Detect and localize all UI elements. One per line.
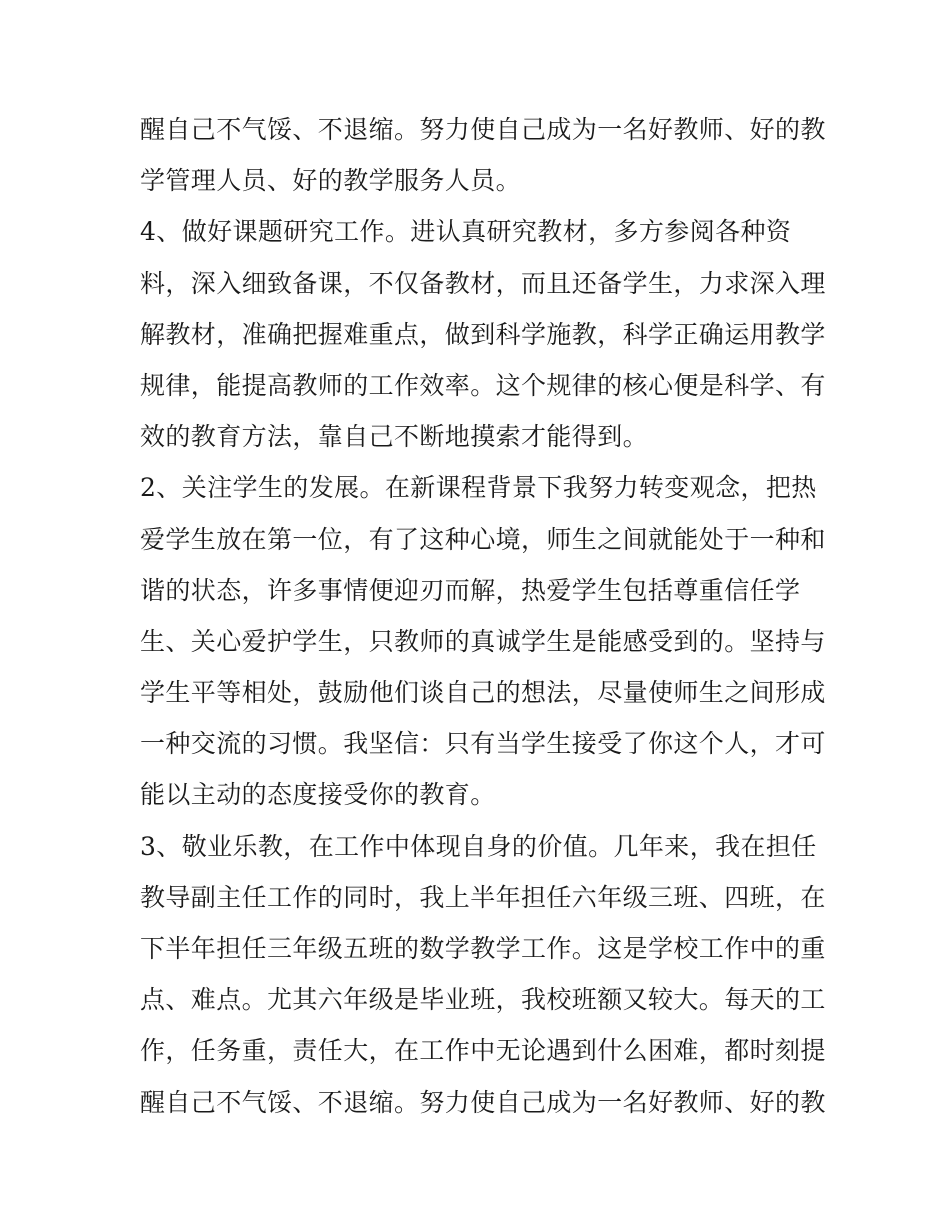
text-line: 醒自己不气馁、不退缩。努力使自己成为一名好教师、好的教 [140,115,826,144]
text-line: 生、关心爱护学生，只教师的真诚学生是能感受到的。坚持与 [140,626,826,656]
text-line: 4、做好课题研究工作。进认真研究教材，多方参阅各种资 [140,217,792,247]
text-line: 醒自己不气馁、不退缩。努力使自己成为一名好教师、好的教 [140,1087,826,1117]
text-line: 料，深入细致备课，不仅备教材，而且还备学生，力求深入理 [140,268,826,298]
text-line: 效的教育方法，靠自己不断地摸索才能得到。 [140,422,649,452]
text-line: 学管理人员、好的教学服务人员。 [140,166,522,196]
text-line: 能以主动的态度接受你的教育。 [140,780,496,810]
text-line: 2、关注学生的发展。在新课程背景下我努力转变观念，把热 [140,473,817,503]
text-line: 学生平等相处，鼓励他们谈自己的想法，尽量使师生之间形成 [140,678,826,708]
body-text [140,104,826,1128]
text-line: 点、难点。尤其六年级是毕业班，我校班额又较大。每天的工 [140,985,826,1015]
text-line: 一种交流的习惯。我坚信：只有当学生接受了你这个人，才可 [140,729,826,759]
text-line: 爱学生放在第一位，有了这种心境，师生之间就能处于一种和 [140,524,826,554]
text-line: 规律，能提高教师的工作效率。这个规律的核心便是科学、有 [140,370,826,400]
text-line: 下半年担任三年级五班的数学教学工作。这是学校工作中的重 [140,934,826,963]
text-line: 作，任务重，责任大，在工作中无论遇到什么困难，都时刻提 [140,1036,826,1066]
text-line: 谐的状态，许多事情便迎刃而解，热爱学生包括尊重信任学 [140,575,801,605]
text-line: 教导副主任工作的同时，我上半年担任六年级三班、四班，在 [140,882,826,912]
text-line: 3、敬业乐教，在工作中体现自身的价值。几年来，我在担任 [140,831,817,861]
text-line: 解教材，准确把握难重点，做到科学施教，科学正确运用教学 [140,319,826,349]
